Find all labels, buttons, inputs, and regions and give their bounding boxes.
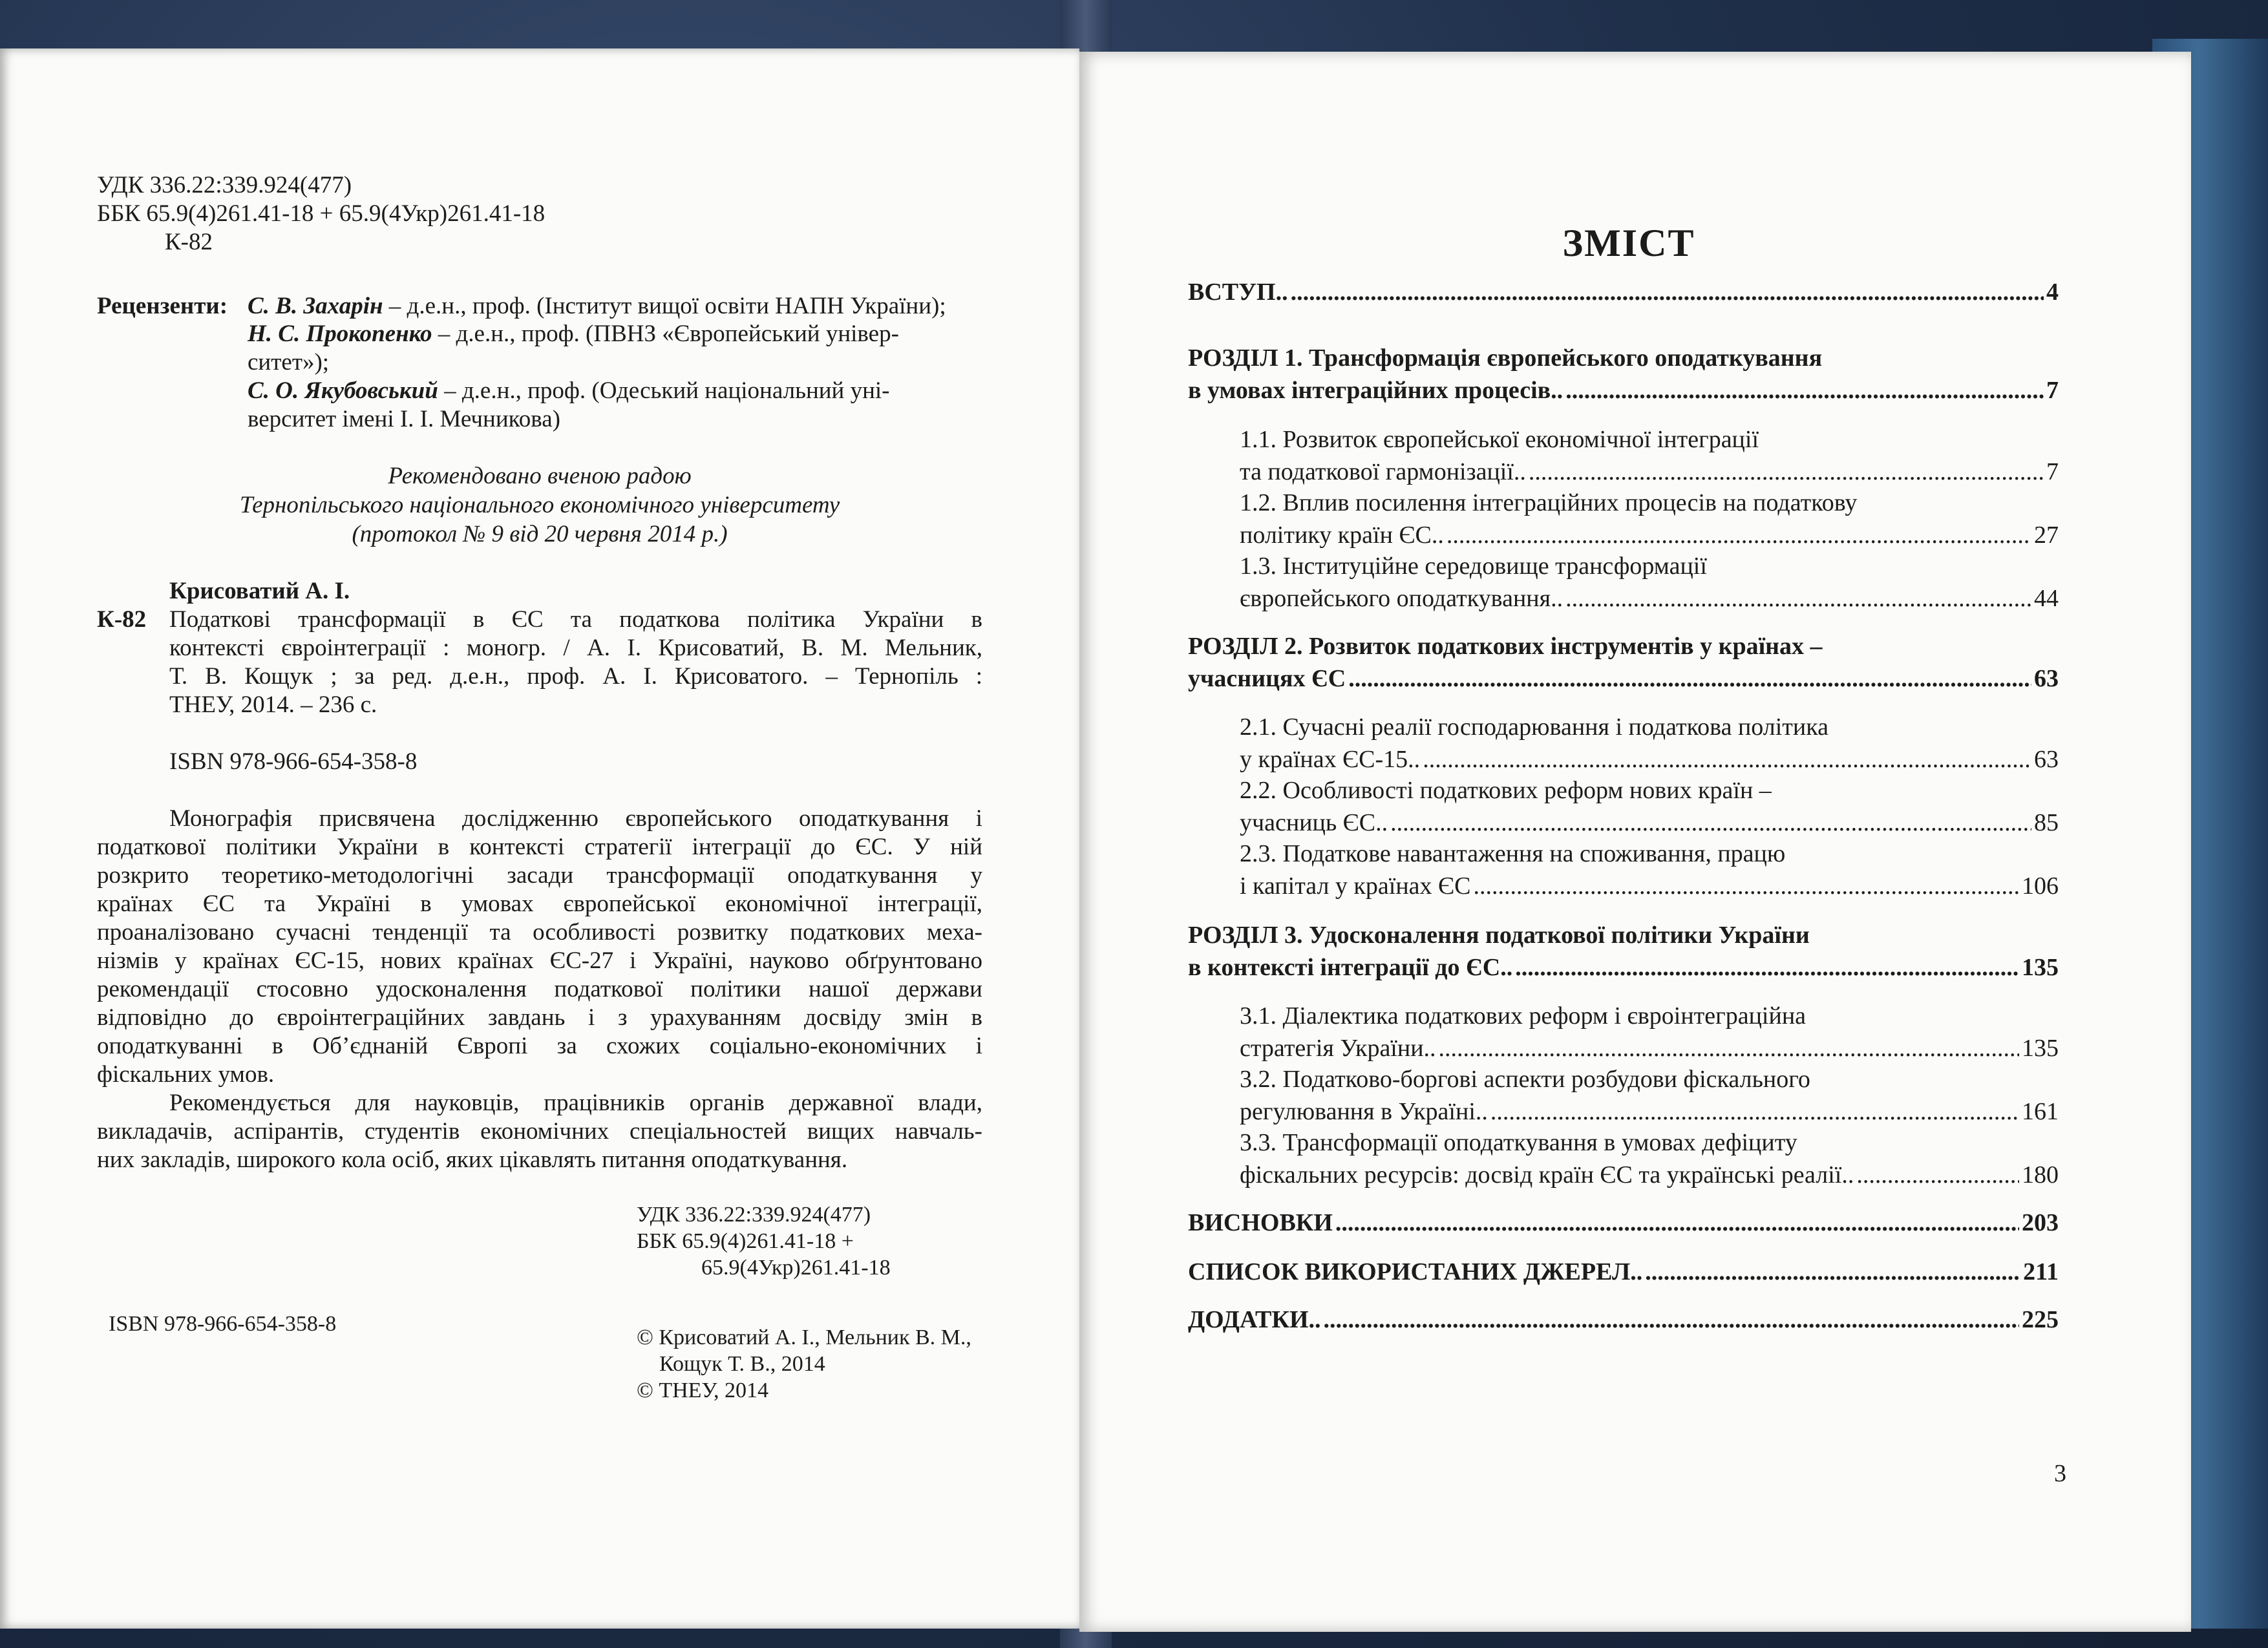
toc-entry-text: фіскальних ресурсів: досвід країн ЄС та українські реалії.. bbox=[1240, 1161, 1854, 1188]
abstract-line: країнах ЄС та Україні в умовах європейської економічної інтеграції, bbox=[97, 891, 982, 917]
isbn-footer: ISBN 978-966-654-358-8 bbox=[109, 1312, 337, 1336]
toc-entry-title: 2.3. Податкове навантаження на споживання, працю bbox=[1240, 840, 1786, 867]
toc-leader-dots bbox=[1324, 1305, 2019, 1334]
toc-entry[interactable] bbox=[1240, 521, 2059, 549]
copyright-line: Кощук Т. В., 2014 bbox=[659, 1352, 825, 1376]
toc-entry-text: в контексті інтеграції до ЄС.. bbox=[1188, 954, 1513, 981]
toc-page-number: 63 bbox=[2034, 665, 2059, 692]
abstract-line: оподаткуванні в Об’єднаній Європі за схожих соціально-економічних і bbox=[97, 1033, 982, 1059]
isbn-main: ISBN 978-966-654-358-8 bbox=[169, 748, 418, 775]
toc-entry-text: у країнах ЄС-15.. bbox=[1240, 746, 1421, 773]
toc-leader-dots bbox=[1529, 458, 2044, 486]
reviewer-1-name: С. В. Захарін bbox=[248, 293, 383, 319]
toc-page-number: 203 bbox=[2022, 1209, 2059, 1236]
toc-entry[interactable] bbox=[1240, 584, 2059, 613]
toc-entry[interactable] bbox=[1188, 1305, 2059, 1334]
toc-page-number: 211 bbox=[2023, 1258, 2059, 1285]
abstract-line: податкової політики України в контексті стратегії інтеграції до ЄС. У ній bbox=[97, 834, 982, 860]
toc-page-number: 7 bbox=[2046, 458, 2059, 485]
bbk-line-2-cont: 65.9(4Укр)261.41-18 bbox=[701, 1256, 891, 1280]
toc-entry-text: регулювання в Україні.. bbox=[1240, 1098, 1488, 1125]
page-number: 3 bbox=[2054, 1460, 2066, 1487]
toc-entry-text: європейського оподаткування.. bbox=[1240, 585, 1563, 612]
toc-leader-dots bbox=[1390, 808, 2031, 837]
toc-entry[interactable] bbox=[1240, 1097, 2059, 1126]
abstract-line: фіскальних умов. bbox=[97, 1061, 275, 1088]
bbk-line: ББК 65.9(4)261.41-18 + 65.9(4Укр)261.41-18 bbox=[97, 200, 546, 227]
toc-title: ЗМІСТ bbox=[1562, 222, 1695, 264]
abstract-line: проаналізовано сучасні тенденції та особливості розвитку податкових меха- bbox=[97, 919, 982, 945]
toc-entry-text: учасницях ЄС bbox=[1188, 665, 1346, 692]
toc-entry-text: учасниць ЄС.. bbox=[1240, 809, 1388, 836]
toc-entry-text: і капітал у країнах ЄС bbox=[1240, 872, 1471, 900]
bbk-line-2: ББК 65.9(4)261.41-18 + bbox=[637, 1229, 854, 1253]
toc-entry-title: 3.1. Діалектика податкових реформ і євроінтеграційна bbox=[1240, 1002, 1807, 1030]
toc-leader-dots bbox=[1473, 872, 2019, 900]
toc-entry-text: політику країн ЄС.. bbox=[1240, 522, 1444, 549]
toc-entry-title: 1.1. Розвиток європейської економічної інтеграції bbox=[1240, 426, 1759, 453]
toc-entry[interactable] bbox=[1188, 1258, 2059, 1286]
right-page bbox=[1079, 52, 2191, 1632]
toc-entry[interactable] bbox=[1240, 808, 2059, 837]
biblio-line: Податкові трансформації в ЄС та податкова політика України в bbox=[169, 606, 982, 633]
toc-entry-title: 2.1. Сучасні реалії господарювання і податкова політика bbox=[1240, 713, 1828, 741]
recommended-line-2: Тернопільського національного економічного університету bbox=[239, 492, 840, 518]
toc-leader-dots bbox=[1335, 1209, 2019, 1237]
toc-leader-dots bbox=[1490, 1097, 2019, 1126]
toc-page-number: 161 bbox=[2022, 1098, 2059, 1125]
toc-entry-title: 1.3. Інституційне середовище трансформації bbox=[1240, 553, 1707, 580]
copyright-line: © ТНЕУ, 2014 bbox=[637, 1379, 768, 1402]
toc-entry-text: та податкової гармонізації.. bbox=[1240, 458, 1526, 485]
reviewer-3-cont: верситет імені І. І. Мечникова) bbox=[248, 406, 560, 432]
toc-page-number: 180 bbox=[2022, 1161, 2059, 1188]
udk-line: УДК 336.22:339.924(477) bbox=[97, 172, 352, 198]
left-page bbox=[0, 48, 1079, 1629]
toc-entry[interactable] bbox=[1240, 458, 2059, 486]
toc-entry-title: РОЗДІЛ 2. Розвиток податкових інструментів у країнах – bbox=[1188, 633, 1823, 660]
toc-entry[interactable] bbox=[1188, 664, 2059, 693]
toc-leader-dots bbox=[1348, 664, 2031, 693]
toc-entry[interactable] bbox=[1188, 1209, 2059, 1237]
toc-leader-dots bbox=[1423, 745, 2031, 774]
recommend-line: викладачів, аспірантів, студентів економічних спеціальностей вищих навчаль- bbox=[97, 1118, 982, 1145]
reviewer-3 bbox=[248, 377, 890, 405]
toc-leader-dots bbox=[1565, 376, 2044, 405]
toc-entry-text: в умовах інтеграційних процесів.. bbox=[1188, 377, 1563, 404]
toc-entry-title: 2.2. Особливості податкових реформ нових країн – bbox=[1240, 777, 1772, 804]
toc-entry[interactable] bbox=[1240, 1034, 2059, 1062]
toc-leader-dots bbox=[1439, 1034, 2019, 1062]
toc-page-number: 7 bbox=[2046, 377, 2059, 404]
udk-line-2: УДК 336.22:339.924(477) bbox=[637, 1203, 871, 1227]
toc-entry-title: РОЗДІЛ 1. Трансформація європейського оподаткування bbox=[1188, 344, 1823, 372]
recommended-line-1: Рекомендовано вченою радою bbox=[388, 463, 692, 489]
toc-page-number: 44 bbox=[2034, 585, 2059, 612]
reviewer-2 bbox=[248, 320, 899, 348]
toc-entry-title: 3.3. Трансформації оподаткування в умовах дефіциту bbox=[1240, 1129, 1797, 1156]
recommend-line: Рекомендується для науковців, працівників органів державної влади, bbox=[169, 1090, 982, 1116]
abstract-line: відповідно до євроінтеграційних завдань і з урахуванням досвіду змін в bbox=[97, 1004, 982, 1031]
toc-entry-text: СПИСОК ВИКОРИСТАНИХ ДЖЕРЕЛ.. bbox=[1188, 1258, 1643, 1285]
reviewer-3-name: С. О. Якубовський bbox=[248, 377, 438, 404]
toc-page-number: 85 bbox=[2034, 809, 2059, 836]
toc-entry-text: стратегія України.. bbox=[1240, 1035, 1436, 1062]
toc-entry[interactable] bbox=[1188, 278, 2059, 306]
reviewer-1 bbox=[248, 292, 976, 321]
toc-entry-text: ВСТУП.. bbox=[1188, 279, 1288, 306]
toc-entry[interactable] bbox=[1188, 376, 2059, 405]
toc-entry[interactable] bbox=[1240, 872, 2059, 900]
toc-entry-text: ВИСНОВКИ bbox=[1188, 1209, 1333, 1236]
copyright-line: © Крисоватий А. І., Мельник В. М., bbox=[637, 1326, 971, 1349]
recommended-line-3: (протокол № 9 від 20 червня 2014 р.) bbox=[352, 521, 728, 547]
toc-entry-title: 1.2. Вплив посилення інтеграційних процесів на податкову bbox=[1240, 489, 1858, 516]
author-name: Крисоватий А. І. bbox=[169, 578, 350, 604]
toc-leader-dots bbox=[1856, 1161, 2019, 1189]
abstract-line: рекомендації стосовно удосконалення податкової політики нашої держави bbox=[97, 976, 982, 1002]
reviewer-2-info: – д.е.н., проф. (ПВНЗ «Європейський універ- bbox=[432, 321, 899, 347]
toc-page-number: 225 bbox=[2022, 1306, 2059, 1333]
toc-leader-dots bbox=[1291, 278, 2044, 306]
toc-page-number: 4 bbox=[2046, 279, 2059, 306]
reviewers-label: Рецензенти: bbox=[97, 293, 228, 319]
toc-page-number: 135 bbox=[2022, 954, 2059, 981]
abstract-line: розкрито теоретико-методологічні засади трансформації оподаткування у bbox=[97, 862, 982, 889]
biblio-line: контексті євроінтеграції : моногр. / А. І. Крисоватий, В. М. Мельник, bbox=[169, 635, 982, 661]
toc-page-number: 106 bbox=[2022, 872, 2059, 900]
abstract-line: Монографія присвячена дослідженню європейського оподаткування і bbox=[169, 805, 982, 832]
toc-leader-dots bbox=[1447, 521, 2031, 549]
toc-page-number: 27 bbox=[2034, 522, 2059, 549]
toc-entry-title: 3.2. Податково-боргові аспекти розбудови фіскального bbox=[1240, 1066, 1810, 1093]
toc-entry-title: РОЗДІЛ 3. Удосконалення податкової політики України bbox=[1188, 922, 1810, 949]
toc-entry[interactable] bbox=[1240, 1161, 2059, 1189]
toc-page-number: 135 bbox=[2022, 1035, 2059, 1062]
toc-entry[interactable] bbox=[1240, 745, 2059, 774]
recommend-line: них закладів, широкого кола осіб, яких цікавлять питання оподаткування. bbox=[97, 1146, 848, 1173]
reviewer-2-name: Н. С. Прокопенко bbox=[248, 321, 432, 347]
catalog-code: К-82 bbox=[165, 229, 213, 255]
reviewer-3-info: – д.е.н., проф. (Одеський національний уні- bbox=[438, 377, 890, 404]
biblio-line: Т. В. Кощук ; за ред. д.е.н., проф. А. І. Крисоватого. – Тернопіль : bbox=[169, 663, 982, 690]
toc-leader-dots bbox=[1565, 584, 2031, 613]
reviewer-2-cont: ситет»); bbox=[248, 349, 330, 375]
toc-entry-text: ДОДАТКИ.. bbox=[1188, 1306, 1321, 1333]
toc-leader-dots bbox=[1645, 1258, 2020, 1286]
catalog-code-margin: К-82 bbox=[97, 606, 147, 633]
abstract-line: нізмів у країнах ЄС-15, нових країнах ЄС-27 і Україні, науково обґрунтовано bbox=[97, 947, 982, 974]
reviewer-1-info: – д.е.н., проф. (Інститут вищої освіти НАПН України); bbox=[383, 293, 946, 319]
biblio-line: ТНЕУ, 2014. – 236 с. bbox=[169, 692, 377, 718]
toc-leader-dots bbox=[1515, 953, 2019, 982]
toc-page-number: 63 bbox=[2034, 746, 2059, 773]
toc-entry[interactable] bbox=[1188, 953, 2059, 982]
